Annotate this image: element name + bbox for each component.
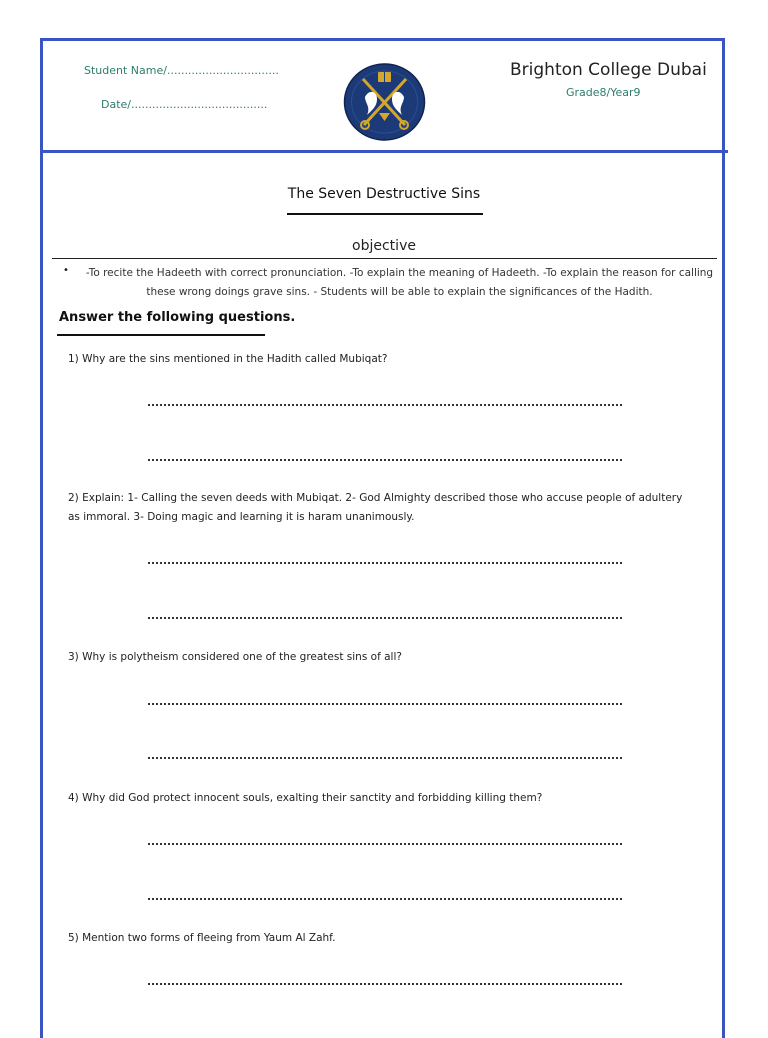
answer-line[interactable]: [148, 898, 622, 900]
question-5: 5) Mention two forms of fleeing from Yaum Al Zahf.: [68, 932, 336, 944]
date-field[interactable]: Date/.......................................: [101, 98, 268, 111]
question-4: 4) Why did God protect innocent souls, exalting their sanctity and forbidding killing them?: [68, 792, 543, 804]
answer-line[interactable]: [148, 757, 622, 759]
grade-label: Grade8/Year9: [566, 86, 641, 99]
bullet-icon: •: [63, 265, 69, 276]
answer-line[interactable]: [148, 983, 622, 985]
student-name-field[interactable]: Student Name/................................: [84, 64, 279, 77]
school-crest-logo: [343, 63, 426, 141]
objective-text: -To recite the Hadeeth with correct pronunciation. -To explain the meaning of Hadeeth. -To explain the reason for calling these wrong doings grave sins. - Students will be able to explain the significances of the Hadith.: [85, 267, 714, 298]
title-underline: [287, 213, 483, 215]
answer-line[interactable]: [148, 459, 622, 461]
objective-heading: objective: [352, 238, 416, 254]
answer-line[interactable]: [148, 843, 622, 845]
question-1: 1) Why are the sins mentioned in the Hadith called Mubiqat?: [68, 353, 388, 365]
answer-line[interactable]: [148, 617, 622, 619]
answer-line[interactable]: [148, 562, 622, 564]
objective-rule: [52, 258, 717, 259]
answer-heading-underline: [57, 334, 265, 336]
answer-heading: Answer the following questions.: [59, 310, 296, 325]
header-divider: [40, 150, 728, 153]
question-3: 3) Why is polytheism considered one of the greatest sins of all?: [68, 651, 402, 663]
answer-line[interactable]: [148, 703, 622, 705]
question-2: 2) Explain: 1- Calling the seven deeds with Mubiqat. 2- God Almighty described those who accuse people of adultery as immoral. 3- Doing magic and learning it is haram unanimously.: [68, 492, 683, 523]
answer-line[interactable]: [148, 404, 622, 406]
worksheet-title: The Seven Destructive Sins: [287, 186, 481, 202]
school-name: Brighton College Dubai: [510, 60, 707, 80]
